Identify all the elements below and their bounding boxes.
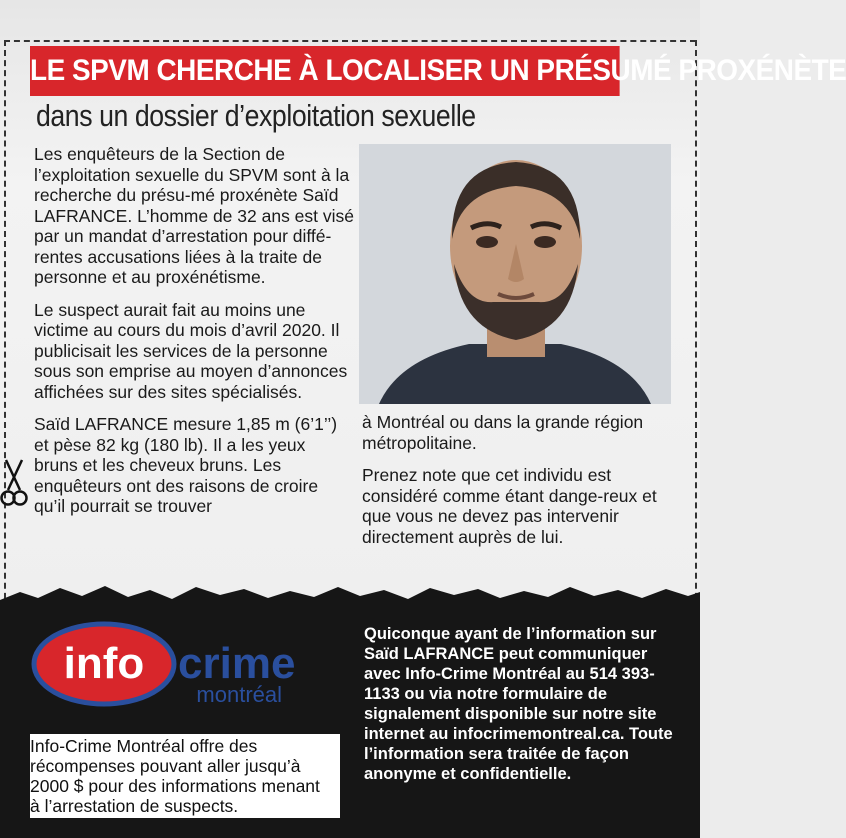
headline: LE SPVM CHERCHE À LOCALISER UN PRÉSUMÉ PROXÉNÈTE bbox=[30, 46, 620, 96]
reward-notice: Info-Crime Montréal offre des récompenses pouvant aller jusqu’à 2000 $ pour des informations menant à l’arrestation de suspects. bbox=[30, 734, 340, 818]
scissors-icon bbox=[0, 458, 28, 514]
paragraph: Saïd LAFRANCE mesure 1,85 m (6’1’’) et pèse 82 kg (180 lb). Il a les yeux bruns et les cheveux bruns. Les enquêteurs ont des raisons de croire qu’il pourrait se trouver bbox=[34, 414, 338, 516]
svg-text:crime: crime bbox=[178, 639, 296, 688]
torn-edge bbox=[0, 578, 700, 608]
svg-text:info: info bbox=[63, 639, 145, 688]
paragraph: Le suspect aurait fait au moins une victime au cours du mois d’avril 2020. Il publicisait les services de la personne sous son emprise au moyen d’annonces affichées sur des sites spécialisés. bbox=[34, 299, 348, 402]
suspect-portrait-illustration bbox=[359, 144, 671, 404]
paragraph: Prenez note que cet individu est considéré comme étant dange-reux et que vous ne devez pas intervenir directement auprès de lui. bbox=[362, 465, 657, 547]
article-right-column bbox=[362, 412, 672, 559]
article-left-column bbox=[34, 144, 354, 529]
paragraph: Les enquêteurs de la Section de l’exploitation sexuelle du SPVM sont à la recherche du présu-mé proxénète Saïd LAFRANCE. L’homme de 32 ans est visé par un mandat d’arrestation pour diffé-rentes accusations liées à la traite de personne et au proxénétisme. bbox=[34, 144, 355, 287]
coupon-border-top bbox=[4, 40, 696, 42]
suspect-photo bbox=[359, 144, 671, 404]
svg-text:montréal: montréal bbox=[196, 682, 282, 707]
contact-instructions: Quiconque ayant de l’information sur Saïd LAFRANCE peut communiquer avec Info-Crime Montréal au 514 393-1133 ou via notre formulaire de signalement disponible sur notre site internet au infocrimemontreal.ca. Toute l’information sera traitée de façon anonyme et confidentielle. bbox=[364, 625, 673, 783]
info-crime-logo bbox=[30, 620, 330, 710]
subheadline: dans un dossier d’exploitation sexuelle bbox=[36, 98, 476, 133]
paragraph: à Montréal ou dans la grande région métropolitaine. bbox=[362, 412, 644, 453]
